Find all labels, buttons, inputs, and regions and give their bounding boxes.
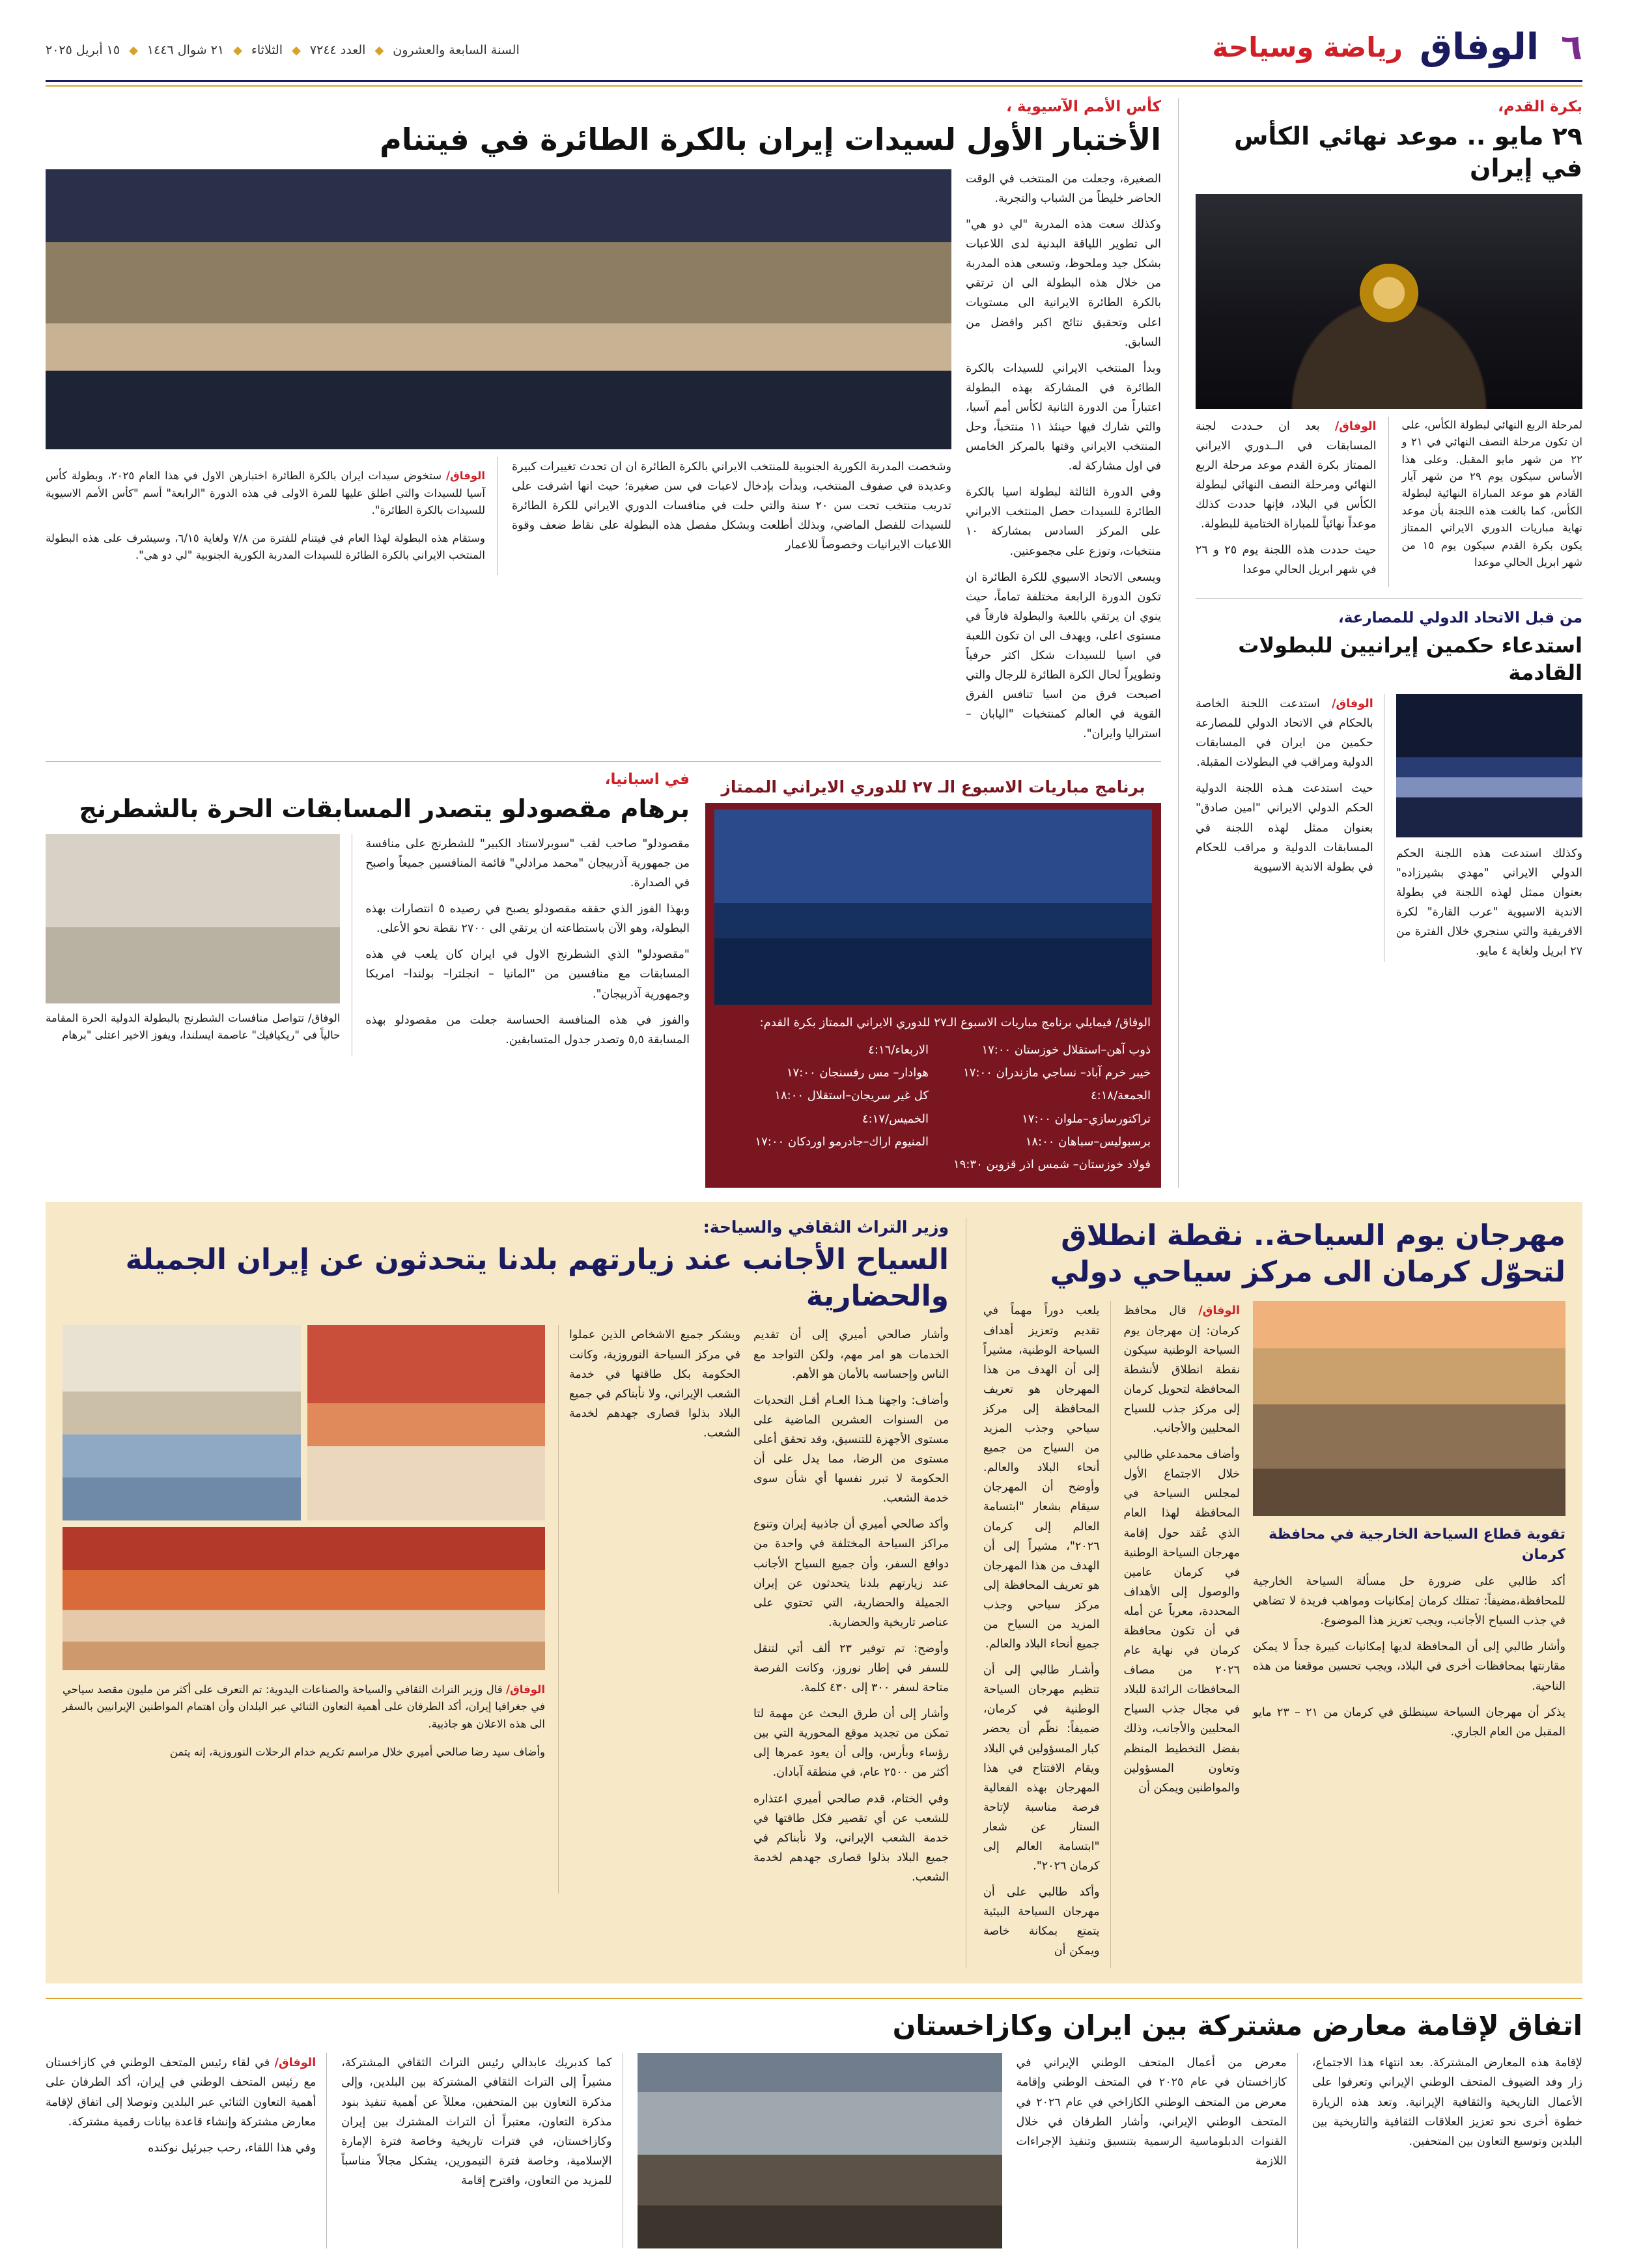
top-zone	[46, 98, 1582, 1188]
page-number: ٦	[1561, 26, 1582, 68]
league-programme-box	[705, 771, 1161, 1188]
heritage-col2: ويشكر جميع الاشخاص الذين عملوا في مركز السياحة النوروزية، وكانت الحكومة بكل طاقتها في خدمة الشعب الإيراني، ولا نأبناكم في جميع البلاد بذلوا قصارى جهدهم لخدمة الشعب.	[558, 1325, 740, 1894]
programme-intro: الوفاق/ فيمايلي برنامج مباريات الاسبوع الـ٢٧ للدوري الايراني الممتاز بكرة القدم:	[759, 1015, 1151, 1029]
fixture-row: برسبوليس–سباهان ١٨:٠٠	[1025, 1134, 1151, 1149]
football-match-photo	[714, 809, 1152, 1005]
football-cup-text: الوفاق/ بعد ان حـددت لجنة المسابقات في الــدوري الايراني الممتاز بكرة القدم موعد مرحلة الربع النهائي ومرحلة النصف النهائي لبطولة الكأس في البلاد، فإنها حددت كذلك موعداً نهائياً للمباراة الختامية للبطولة. حيث حددت هذه اللجنة يوم ٢٥ و ٢٦ في شهر ابريل الحالي موعدا	[1196, 417, 1389, 587]
newspaper-logo: الوفاق	[1419, 26, 1539, 68]
heritage-headline: السياح الأجانب عند زيارتهم بلدنا يتحدثون عن إيران الجميلة والحضارية	[125, 1242, 949, 1313]
volleyball-headline: الأختبار الأول لسيدات إيران بالكرة الطائرة في فيتنام	[380, 122, 1161, 157]
museum-visit-photo	[638, 2053, 1002, 2248]
exhibition-col1: الوفاق/ في لقاء رئيس المتحف الوطني في كازاخستان مع رئيس المتحف الوطني في إيران، أكد الطرفان على أهمية التعاون الثنائي عبر البلدين وتوصلا إلى اتفاق لإقامة معارض مشتركة وإنشاء قاعدة بيانات رقمية مشتركة. وفي هذا اللقاء، رحب جبرئيل نوكنده	[46, 2053, 327, 2248]
hormuz-island-photo-1	[63, 1527, 545, 1670]
tourism-day-col2: يلعب دوراً مهماً في تقديم وتعزيز أهداف السياحة الوطنية، مشيراً إلى أن الهدف من هذا المهرجان هو تعريف المحافظة إلى مركز سياحي وجذب المزيد من السياح من جميع أنحاء البلاد والعالم. وأوضح أن المهرجان سيقام بشعار "ابتسامة العالم إلى كرمان ٢٠٢٦"، مشيراً إلى أن الهدف من هذا المهرجان هو تعريف المحافظة إلى مركز سياحي وجذب المزيد من السياح من جميع أنحاء البلاد والعالم. وأشـار طالبي إلى أن تنظيم مهرجان السياحة الوطنية في كرمان، ضميفاً: نظّم أن يحضر كبار المسؤولين في البلاد ويقام الافتتاح في هذا المهرجان بهذه الفعالية فرصة مناسبة لإتاحة الستار عن شعار "ابتسامة العالم إلى كرمان ٢٠٢٦". وأكد طالبي على أن مهرجان السياحة البيئية يتمتع بمكانة خاصة ويمكن أن	[983, 1301, 1111, 1967]
fixture-day: الخميس/٤:١٧	[862, 1112, 929, 1126]
football-cup-kicker: بكرة القدم،	[1498, 98, 1582, 115]
football-cup-caption: لمرحلة الربع النهائي لبطولة الكأس، على ان تكون مرحلة النصف النهائي في ٢١ و ٢٢ من شهر مايو المقبل. وعلى هذا الأساس سيكون يوم ٢٩ من شهر آيار القادم هو موعد المباراة النهائية لبطولة الكأس، كما بالغت هذه اللجنة بأن موعد نهاية مباريات الدوري الايراني الممتاز يكون بكرة القدم سيكون يوم ١٥ من شهر ابريل الحالي موعدا	[1401, 418, 1583, 568]
bullet-icon: ◆	[233, 43, 242, 57]
article-tourism-day	[966, 1218, 1565, 1968]
bullet-icon: ◆	[374, 43, 384, 57]
chess-player-photo	[46, 834, 340, 1003]
wrestling-text-col2: الوفاق/ استدعت اللجنة الخاصة بالحكام في الاتحاد الدولي للمصارعة حكمين من ايران في المسابقات الدولية ومراقب في البطولات المقبلة. حيث استدعت هـذه اللجنة الدولية الحكم الدولي الايراني "امين صادق" بعنوان ممثل لهذه اللجنة في المسابقات الدولية و مراقب للحكام في بطولة الاندية الاسيوية	[1196, 694, 1384, 962]
fixture-row: هوادار– مس رفسنجان ١٧:٠٠	[786, 1066, 929, 1080]
fixture-row: المنيوم اراك–جادرمو اوردكان ١٧:٠٠	[755, 1134, 929, 1149]
volleyball-col2: وشخصت المدربة الكورية الجنوبية للمنتخب الايراني بالكرة الطائرة ان ان تحدث تغييرات كبيرة وعديدة في صفوف المنتخب، وبدأت بإدخال لاعبات في سن صغيرة؛ حيث انها اشرفت على تدريب منتخب تحت سن ٢٠ سنة والتي حلت في منافسات الدوري الايراني للكرة الطائرة للسيدات للفصل الماضي، وبذلك أطلعت وبشكل مفصل هذه البطولة على نقاط ضعف وقوة اللاعبات الايرانيات وخصوصاً للاعمار	[512, 460, 951, 552]
chess-caption: الوفاق/ تتواصل منافسات الشطرنج بالبطولة الدولية الحرة المقامة حالياً في "ريكيافيك" عاصمة ايسلندا، ويفوز الاخير اعتلى "برهام	[46, 1011, 341, 1042]
exhibition-col3: معرض من أعمال المتحف الوطني الإيراني في كازاخستان في عام ٢٠٢٥ في المتحف الوطني وإقامة معرض من المتحف الوطني الكازاخي في عام ٢٠٢٦ في المتحف الوطني الإيراني، وأشار الطرفان في خلال القنوات الدبلوماسية الرسمية بتنسيق وتنفيذ الإجراءات اللازمة	[1017, 2053, 1298, 2248]
rainbow-mountains-photo	[307, 1325, 546, 1520]
wrestling-text-col1: وكذلك استدعت هذه اللجنة الحكم الدولي الايراني "مهدي بشيرزاده" بعنوان ممثل لهذه اللجنة في بطولة الاندية الاسيوية "عرب القارة" لكرة الافريقية والتي سنجري خلال الفترة من ٢٧ ابريل ولغاية ٤ مايو.	[1396, 847, 1582, 959]
volleyball-team-photo	[46, 169, 951, 449]
divider	[46, 761, 1161, 762]
tourism-band	[46, 1202, 1582, 1983]
bam-citadel-photo	[1253, 1301, 1565, 1516]
chess-text: مقصودلو" صاحب لقب "سوبرلاستاد الكبير" للشطرنج على منافسة من جمهورية آذربيجان "محمد مرادلي" قائمة المنافسين جميعاً واصبح في الصدارة. وبهذا الفوز الذي حققه مقصودلو يصبح في رصيده ٥ انتصارات بهذه البطولة، وهو الآن باستطاعته ان يرتقي الى ٢٧٠٠ نقطة نحو الأعلى. "مقصودلو" الذي الشطرنج الاول في ايران كان يلعب في هذه المسابقات مع منافسين من "المانيا – انجلترا– بولندا– امريكا وجمهورية آذربيجان". والفوز في هذه المنافسة الحساسة جعلت من مقصودلو بهذه المسابقة ٥,٥ وتصدر جدول المتسابقين.	[365, 837, 690, 1046]
volleyball-caption: الوفاق/ ستخوض سيدات ايران بالكرة الطائرة اختبارهن الاول في هذا العام ٢٠٢٥، وبطولة كأس آسيا للسيدات والتي اطلق عليها للمرة الاولى في هذه الدورة "الرابعة" أسم "كأس الأمم الاسيوية للسيدات بالكرة الطائرة". وستقام هذه البطولة لهذا العام في فيتنام للفترة من ٧/٨ ولغاية ٦/١٥، وسيشرف على هذه البطولة المنتخب الايراني بالكرة الطائرة للسيدات المدربة الكورية الجنوبية "لي دو هي".	[46, 457, 498, 575]
masthead-info	[46, 26, 520, 57]
tourism-day-col1: الوفاق/ قال محافظ كرمان: إن مهرجان يوم السياحة الوطنية سيكون نقطة انطلاق لأنشطة المحافظة لتحويل كرمان إلى مركز جذب للسياح المحليين والأجانب. وأضاف محمدعلي طالبي خلال الاجتماع الأول لمجلس السياحة في المحافظة لهذا العام الذي عُقد حول إقامة مهرجان السياحة الوطنية في كرمان عامين والوصول إلى الأهداف المحددة، معرباً عن أمله في أن تكون محافظة كرمان في نهاية عام ٢٠٢٦ من مصاف المحافظات الرائدة للبلاد في مجال جذب السياح المحليين والأجانب، وذلك بفضل التخطيط المنظم وتعاون المسؤولين والمواطنين ويمكن أن	[1123, 1304, 1240, 1795]
fixture-day: الاربعاء/٤:١٦	[868, 1043, 929, 1057]
top-right-group	[46, 98, 1179, 1188]
masthead-rule	[46, 80, 1582, 82]
exhibition-col4: لإقامة هذه المعارض المشتركة. بعد انتهاء هذا الاجتماع، زار وفد الضيوف المتحف الوطني الإيراني وتعرفوا على الأعمال التاريخية والثقافية الإيرانية. وتعد هذه الزيارة خطوة أخرى نحو تعزيز العلاقات الثقافية والتاريخية بين البلدين وتوسيع التعاون بين المتحفين.	[1312, 2056, 1582, 2148]
divider	[1196, 598, 1582, 599]
masthead	[46, 26, 1582, 77]
programme-col-right	[938, 1039, 1151, 1176]
hijri-date: ٢١ شوال ١٤٤٦	[147, 43, 225, 57]
heritage-kicker: وزير التراث الثقافي والسياحة:	[703, 1217, 949, 1237]
issue-number: العدد ٧٢٤٤	[309, 43, 366, 57]
volleyball-col1: الصغيرة، وجعلت من المنتخب في الوقت الحاضر خليطاً من الشباب والتجربة. وكذلك سعت هذه المدربة "لي دو هي" الى تطوير اللياقة البدنية لدى اللاعبات بشكل جيد وملحوظ، وتسعى هذه المدربة من خلال هذه البطولة الى ان ترتقي بالكرة الطائرة الايرانية الى مستويات اعلى وتحقيق نتائج اكبر وافضل من السابق. وبدأ المنتخب الايراني للسيدات بالكرة الطائرة في المشاركة بهذه البطولة اعتباراً من الدورة الثانية لكأس أمم آسيا، والتي شارك فيها حينئذ ١١ منتخباً، وحل المنتخب الايراني وقتها بالمركز الخامس في اول مشاركة له. وفي الدورة الثالثة لبطولة اسيا بالكرة الطائرة للسيدات حصل المنتخب الايراني على المركز السادس بمشاركة ١٠ منتخبات، وتوزع على مجموعتين. ويسعى الاتحاد الاسيوي للكرة الطائرة ان تكون الدورة الرابعة مختلفة تماماً، حيث ينوي ان يرتقي باللعبة والبطولة فارقاً في مستوى اعلى، ويهدف الى ان تكون اللعبة في اسيا للسيدات شكل اكثر حرفياً وتطويراً لحال الكرة الطائرة للرجال والتي اصبحت فرق من اسيا تنافس الفرق القوية في العالم كمنتخبات "اليابان – استراليا وايران".	[966, 172, 1161, 741]
fixture-row: خيبر خرم آباد– نساجي مازندران ١٧:٠٠	[963, 1066, 1151, 1080]
masthead-right	[1212, 26, 1582, 68]
football-cup-headline: ٢٩ مايو .. موعد نهائي الكأس في إيران	[1234, 122, 1582, 183]
programme-fixtures	[705, 1032, 1161, 1176]
article-volleyball	[46, 98, 1161, 751]
gregorian-date: ١٥ أبريل ٢٠٢٥	[46, 43, 120, 57]
weekday: الثلاثاء	[251, 43, 283, 57]
chess-kicker: في اسبانيا،	[604, 770, 690, 788]
heritage-col1: وأشار صالحي أميري إلى أن تقديم الخدمات هو امر مهم، ولكن التواجد مع الناس وإحساسه بالأمان هو الأهم. وأضاف: واجهنا هـذا العـام أقـل التحديات من السنوات العشرين الماضية على مستوى الأجهزة للتنسيق، وقد تحقق أعلى مستوى من الرضا، مما يدل على أن الحكومة لا تبرر نفسها أي شأن سوى خدمة الشعب. وأكد صالحي أميري أن جاذبية إيران وتنوع مراكز السياحة المختلفة في واحدة من دوافع السفر، وأن جميع السياح الأجانب عند زيارتهم بلدنا يتحدثون عن إيران الجميلة والحضارية، التي تحتوي على عناصر تاريخية والحضارية. وأوضح: تم توفير ٢٣ ألف أتي لتنقل للسفر في إطار نوروز، وكانت الفرصة متاحة لسفر ٣٠٠ إلى ٤٣٠ كلمة. وأشار إلى أن طرق البحث عن مهمة لتا تمكن من تجديد موقع المحورية التي بين رؤساء وبأرس، وإلى أن يعود عمرها إلى أكثر من ٢٥٠٠ عام، في منطقة آبادان. وفي الختام، قدم صالحي أميري اعتذاره للشعب عن أي تقصير فكل طاقتها في خدمة الشعب الإيراني، ولا نأبناكم في جميع البلاد بذلوا قصارى جهدهم لخدمة الشعب.	[753, 1328, 949, 1884]
tourism-day-headline: مهرجان يوم السياحة.. نقطة انطلاق لتحوّل كرمان الى مركز سياحي دولي	[1050, 1218, 1565, 1289]
fixture-day: الجمعة/٤:١٨	[1091, 1089, 1151, 1103]
article-football-cup	[1179, 98, 1582, 1188]
heritage-caption: الوفاق/ قال وزير التراث الثقافي والسياحة والصناعات اليدوية: تم التعرف على أكثر من مليون مقصد سياحي في جغرافيا إيران، أكد الطرفان على أهمية التعاون الثنائي عبر البلدان وأن اهتمام المواطنين الإيرانيين بالسفر الى هذه الاعلان هو جاذبية. وأضاف سيد رضا صالحي أميري خلال مراسم تكريم خدام الرحلات النوروزية، إنه يتمن	[63, 1683, 545, 1758]
fixture-row: ذوب آهن–استقلال خوزستان ١٧:٠٠	[981, 1043, 1151, 1057]
wrestling-kicker: من قبل الاتحاد الدولي للمصارعة،	[1338, 609, 1582, 626]
article-heritage	[63, 1218, 966, 1968]
section-title: رياضة وسياحة	[1212, 31, 1403, 63]
article-chess	[46, 771, 690, 1188]
exhibition-col2: كما كدبريك عابدالي رئيس التراث الثقافي المشتركة، مشيراً إلى التراث الثقافي المشتركة بين البلدين، وإلى مذكرة التعاون بين المتحفين، معللاً عن أهمية تنفيذ بنود مذكرة التعاون، معتبراً أن التراث المشترك بين إيران وكازاخستان، في فترات تاريخية وخاصة فترة الإمارة الإسلامية، وخاصة فترة التيمورين، يشكل مجالاً مناسباً للمزيد من التعاون، واقترح إقامة	[341, 2053, 623, 2248]
wrestling-arena-photo	[1396, 694, 1582, 837]
exhibition-band	[46, 1998, 1582, 2249]
programme-title: برنامج مباريات الاسبوع الـ ٢٧ للدوري الايراني الممتاز	[705, 771, 1161, 803]
masthead-rule-gold	[46, 85, 1582, 87]
salt-lake-photo	[63, 1325, 301, 1520]
bullet-icon: ◆	[292, 43, 301, 57]
exhibition-headline: اتفاق لإقامة معارض مشتركة بين ايران وكازاخستان	[892, 2009, 1582, 2041]
fixture-row: كل غير سريجان–استقلال ١٨:٠٠	[774, 1089, 929, 1103]
fixture-row: تراكتورسازي–ملوان ١٧:٠٠	[1022, 1112, 1151, 1126]
divider-gold	[46, 1998, 1582, 1999]
article-wrestling	[1196, 609, 1582, 962]
fixture-row: فولاد خوزستان– شمس اذر قزوين ١٩:٣٠	[953, 1157, 1151, 1171]
wrestling-headline: استدعاء حكمين إيرانيين للبطولات القادمة	[1238, 632, 1582, 685]
issue-year: السنة السابعة والعشرون	[393, 43, 520, 57]
trophy-photo	[1196, 194, 1582, 409]
tourism-sidebox-text: أكد طالبي على ضرورة حل مسألة السياحة الخارجية للمحافظة،مضيفاً: تمتلك كرمان إمكانيات ومواهب فريدة لا تضاهي في جذب السياح الأجانب، ويجب تعزيز هذا الموضوع. وأشار طالبي إلى أن المحافظة لديها إمكانيات كبيرة جداً لا يمكن مقارنتها بمحافظات أخرى في البلاد، ويجب تحسين موقعنا من هذه الناحية. يذكر أن مهرجان السياحة سينطلق في كرمان من ٢١ – ٢٣ مايو المقبل من العام الجاري.	[1253, 1575, 1565, 1739]
programme-col-left	[716, 1039, 929, 1176]
chess-headline: برهام مقصودلو يتصدر المسابقات الحرة بالشطرنج	[79, 794, 690, 823]
volleyball-kicker: كأس الأمم الآسيوية ،	[1006, 98, 1161, 115]
bullet-icon: ◆	[129, 43, 138, 57]
tourism-sidebox-title: تقوية قطاع السياحة الخارجية في محافظة كرمان	[1269, 1526, 1565, 1563]
